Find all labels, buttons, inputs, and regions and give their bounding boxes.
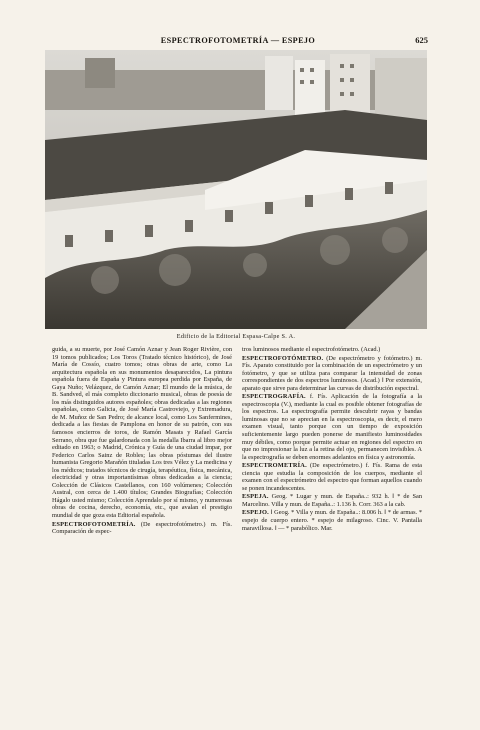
running-head: ESPECTROFOTOMETRÍA — ESPEJO bbox=[160, 36, 316, 45]
entry-definition: (De espectrofotómetro.) m. Fís. Comparación de espec- bbox=[52, 520, 232, 536]
entry-headword: ESPECTROMETRÍA. bbox=[242, 462, 307, 470]
dictionary-entry bbox=[242, 509, 422, 532]
dictionary-entry bbox=[242, 393, 422, 461]
entry-headword: ESPECTROFOTOMETRÍA. bbox=[52, 520, 136, 528]
entry-definition: Geog. * Lugar y mun. de España..: 932 h. ‖ * de San Marcelino. Villa y mun. de España..: 1.136 h. Corr. 363 a la cab. bbox=[242, 493, 422, 508]
dictionary-entry bbox=[242, 493, 422, 508]
page-number: 625 bbox=[415, 35, 428, 45]
entry-headword: ESPECTROGRAFÍA. bbox=[242, 393, 306, 401]
building-photo bbox=[45, 50, 427, 329]
entry-headword: ESPEJO. bbox=[242, 509, 269, 517]
entry-definition: (De espectrómetro.) f. Fís. Rama de esta ciencia que estudia la composición de los cuerpos, mediante el examen con el espectrómetro del espectro que forman aquellos cuando se ponen incandescentes. bbox=[242, 462, 422, 492]
entry-definition: f. Fís. Aplicación de la fotografía a la espectroscopia (V.), mediante la cual es posible obtener fotografías de los espectros. La espectrografía permite descubrir rayas y bandas luminosas que no se aprecian en la espectroscopia, es decir, el mero examen visual, tanto porque con un tiempo de exposición suficientemente largo pueden ponerse de manifiesto luminosidades muy débiles, como porque permite actuar en regiones del espectro en que no impresionar la luz a la retina del ojo, permanecen invisibles. A la espectrografía se deben enormes adelantos en física y astronomía. bbox=[242, 393, 422, 461]
entry-headword: ESPECTROFOTÓMETRO. bbox=[242, 354, 324, 362]
dictionary-entry bbox=[242, 355, 422, 393]
entry-headword: ESPEJA. bbox=[242, 493, 269, 501]
entry-definition: (De espectrómetro y fotómetro.) m. Fís. Aparato constituido por la combinación de un espectrómetro y un fotómetro, y que se utiliza para comparar la intensidad de zonas correspondientes de dos espectros luminosos. (Acad.) ‖ Por extensión, aparato que sirve para determinar las curvas de distribución espectral. bbox=[242, 354, 422, 392]
right-column bbox=[242, 346, 422, 532]
left-column bbox=[52, 346, 232, 536]
dictionary-entry bbox=[242, 462, 422, 492]
dictionary-entry bbox=[52, 521, 232, 536]
body-paragraph: guida, a su muerte, por José Camón Aznar y Jean Roger Rivière, con 19 tomos publicados; Los Toros (Tratado técnico histórico), de José María de Cossío, cuatro tomos; otras obras de arte, como La arquitectura española en sus monumentos desaparecidos, La pintura española fuera de España y Pintura europea perdida por España, de Gaya Nuño; Velázquez, de Camón Aznar; El mundo de la música, de B. Sandved, el más completo diccionario musical, obras de poesía de los más distinguidos autores españoles; obras dedicadas a las regiones españolas, como Galicia, de José María Castroviejo, y Extremadura, de M. Muñoz de San Pedro; de alcance local, como Los Sanfermines, dedicada a las fiestas de Pamplona en honor de su patrón, con sus famosos encierros de toros, de Ramón Masats y Rafael García Serrano, obra que fue galardonada con la medalla Ibarra al libro mejor editado en 1963; o Madrid, Crónica y Guía de una ciudad impar, por Federico Carlos Sainz de Robles; las obras póstumas del ilustre humanista Gregorio Marañón tituladas Los tres Vélez y La medicina y los médicos; tratados técnicos de cirugía, terapéutica, física, mecánica, electricidad y otras importantísimas obras dedicadas a la ciencia; Colección de Clásicos Castellanos, con 160 volúmenes; Colección Austral, con cerca de 1.400 títulos; Grandes Biografías; Colección Hágalo usted mismo; Colección Aprendalo por sí mismo, y numerosas obras de cocina, derecho, economía, etc., que avalan el prestigio mundial de que goza esta Editorial española. bbox=[52, 346, 232, 520]
photo-caption: Edificio de la Editorial Espasa-Calpe S. A. bbox=[176, 333, 296, 340]
entry-definition: ‖ Geog. * Villa y mun. de España..: 8.006 h. ‖ * de armas. * espejo de cuerpo entero. * espejo de milagroso. Cinc. V. Pantalla maravillosa. ‖ — * parabólico. Mar. bbox=[242, 509, 422, 532]
body-paragraph: tros luminosos mediante el espectrofotómetro. (Acad.) bbox=[242, 346, 381, 353]
